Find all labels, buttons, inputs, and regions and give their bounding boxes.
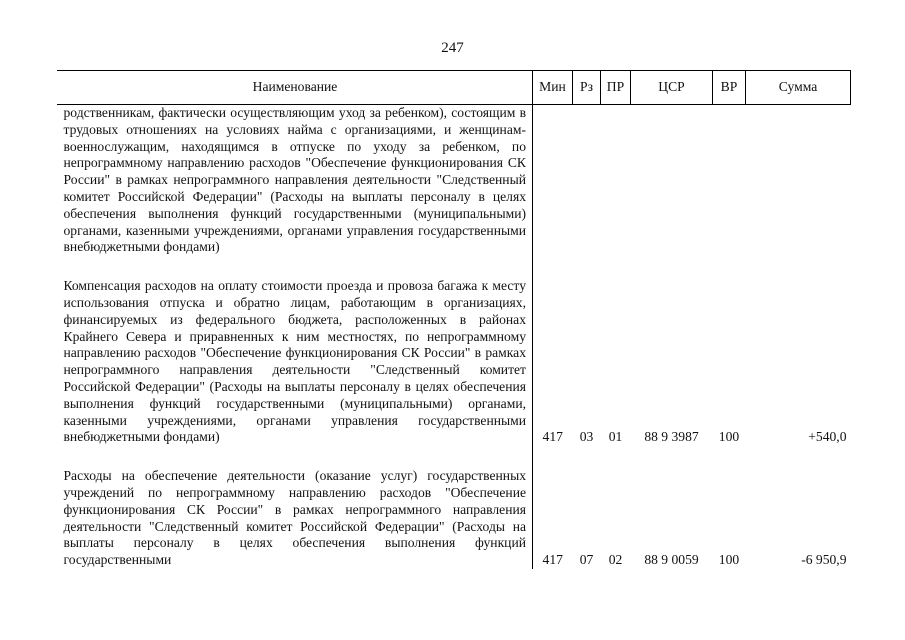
row-spacer (58, 446, 851, 468)
row-spacer (58, 256, 851, 278)
row-vr (713, 105, 746, 257)
row-name: Расходы на обеспечение деятельности (оказание услуг) государственных учреждений по непрограммному направлению расходов "Обеспечение функционирования СК России" в рамках непрограммного направления деятельности "Следственный комитет Российской Федерации" (Расходы на выплаты персоналу в целях обеспечения выполнения функций государственными (58, 468, 533, 569)
header-sum: Сумма (746, 71, 851, 105)
row-name: родственникам, фактически осуществляющим уход за ребенком), состоящим в трудовых отношениях на условиях найма с организациями, и женщинам-военнослужащим, находящимся в отпуске по уходу за ребенком, по непрограммному направлению расходов "Обеспечение функционирования СК России" в рамках непрограммного направления деятельности "Следственный комитет Российской Федерации" (Расходы на выплаты персоналу в целях обеспечения выполнения функций государственными (муниципальными) органами, казенными учреждениями, органами управления государственными внебюджетными фондами) (58, 105, 533, 257)
table-row (58, 105, 851, 257)
row-sum: +540,0 (808, 429, 847, 445)
header-pr: ПР (601, 71, 631, 105)
row-min (533, 105, 573, 257)
row-name: Компенсация расходов на оплату стоимости проезда и провоза багажа к месту использования отпуска и обратно лицам, работающим в организациях, финансируемых из федерального бюджета, расположенных в районах Крайнего Севера и приравненных к ним местностях, по непрограммному направлению расходов "Обеспечение функционирования СК России" в рамках непрограммного направления деятельности "Следственный комитет Российской Федерации" (Расходы на выплаты персоналу в целях обеспечения выполнения функций государственными (муниципальными) органами, казенными учреждениями, органами управления государственными внебюджетными фондами) (58, 278, 533, 446)
row-pr: 01 (608, 429, 623, 445)
header-vr: ВР (713, 71, 746, 105)
row-csr: 88 9 3987 (644, 429, 699, 445)
row-vr: 100 (718, 429, 740, 445)
row-csr: 88 9 0059 (644, 552, 699, 568)
row-min: 417 (542, 429, 563, 445)
row-sum: -6 950,9 (801, 552, 847, 568)
row-sum (746, 105, 851, 257)
row-pr: 02 (608, 552, 623, 568)
header-rz: Рз (573, 71, 601, 105)
row-pr (601, 105, 631, 257)
header-min: Мин (533, 71, 573, 105)
header-name: Наименование (58, 71, 533, 105)
table-row (58, 278, 851, 446)
row-rz: 07 (579, 552, 594, 568)
row-rz (573, 105, 601, 257)
row-csr (631, 105, 713, 257)
table-header (58, 71, 851, 105)
table-row (58, 468, 851, 569)
row-vr: 100 (718, 552, 740, 568)
header-csr: ЦСР (631, 71, 713, 105)
budget-table (57, 70, 851, 569)
row-rz: 03 (579, 429, 594, 445)
page-number: 247 (441, 40, 464, 56)
row-min: 417 (542, 552, 563, 568)
